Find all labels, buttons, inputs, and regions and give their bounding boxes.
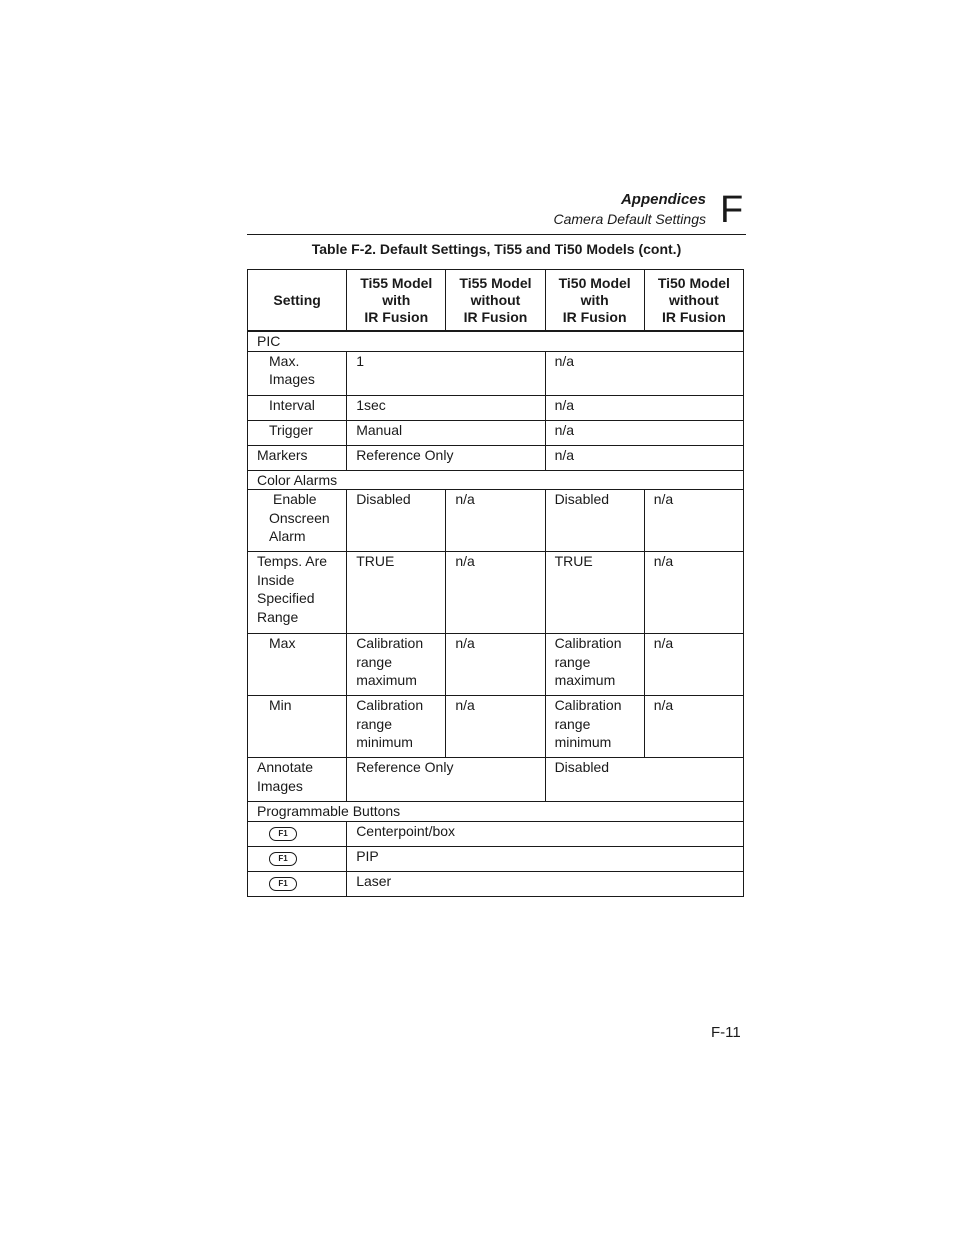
ti55-with-value: Calibration range minimum [347,696,446,758]
ti50-with-value: Calibration range maximum [545,634,644,696]
ti55-without-value: n/a [446,696,545,758]
ti50-value: Disabled [545,758,743,802]
table-row [248,846,744,871]
ti50-with-value: TRUE [545,552,644,634]
table-row [248,490,744,552]
running-header-section: Appendices [620,191,706,208]
button-function: PIP [347,846,744,871]
table-row [248,821,744,846]
setting-label: Max. Images [248,351,347,395]
section-row-color-alarms [248,470,744,490]
appendix-letter: F [720,189,744,231]
ti55-without-value: n/a [446,634,545,696]
section-row-programmable-buttons [248,802,744,822]
table-row [248,395,744,420]
ti50-without-value: n/a [644,634,743,696]
table-row [248,552,744,634]
ti50-with-value: Calibration range minimum [545,696,644,758]
ti55-with-value: Disabled [347,490,446,552]
ti55-with-value: TRUE [347,552,446,634]
section-row-pic [248,331,744,351]
button-cell [248,871,347,896]
ti55-with-value: Calibration range maximum [347,634,446,696]
page-number: F-11 [711,1024,741,1041]
setting-label: Temps. Are Inside Specified Range [248,552,347,634]
column-header-ti55-with-fusion: Ti55 Model with IR Fusion [347,270,446,332]
button-cell [248,821,347,846]
setting-label: Min [248,696,347,758]
setting-label: Enable Onscreen Alarm [248,490,347,552]
table-title: Table F-2. Default Settings, Ti55 and Ti50 Models (cont.) [311,241,682,257]
ti55-value: 1sec [347,395,545,420]
ti50-without-value: n/a [644,696,743,758]
ti50-value: n/a [545,351,743,395]
ti55-without-value: n/a [446,490,545,552]
f1-key-icon: F1 [269,852,297,866]
section-heading: Color Alarms [248,470,744,490]
default-settings-table [247,269,744,897]
setting-label: Max [248,634,347,696]
table-row [248,445,744,470]
running-header-subsection: Camera Default Settings [553,211,706,227]
f1-key-icon: F1 [269,877,297,891]
header-rule [247,234,746,235]
ti50-with-value: Disabled [545,490,644,552]
ti55-without-value: n/a [446,552,545,634]
ti55-value: 1 [347,351,545,395]
ti50-value: n/a [545,395,743,420]
setting-label: Annotate Images [248,758,347,802]
column-header-ti50-without-fusion: Ti50 Model without IR Fusion [644,270,743,332]
table-row [248,351,744,395]
button-function: Laser [347,871,744,896]
setting-label: Interval [248,395,347,420]
ti50-without-value: n/a [644,490,743,552]
f1-key-icon: F1 [269,827,297,841]
button-cell [248,846,347,871]
table-row [248,634,744,696]
ti55-value: Reference Only [347,445,545,470]
table-row [248,696,744,758]
table-row [248,871,744,896]
table-row [248,420,744,445]
ti50-value: n/a [545,445,743,470]
table-header-row [248,270,744,332]
setting-label: Trigger [248,420,347,445]
column-header-ti55-without-fusion: Ti55 Model without IR Fusion [446,270,545,332]
section-heading: PIC [248,331,744,351]
ti50-without-value: n/a [644,552,743,634]
button-function: Centerpoint/box [347,821,744,846]
ti55-value: Manual [347,420,545,445]
ti50-value: n/a [545,420,743,445]
section-heading: Programmable Buttons [248,802,744,822]
column-header-ti50-with-fusion: Ti50 Model with IR Fusion [545,270,644,332]
setting-label: Markers [248,445,347,470]
table-row [248,758,744,802]
column-header-setting: Setting [248,270,347,332]
ti55-value: Reference Only [347,758,545,802]
